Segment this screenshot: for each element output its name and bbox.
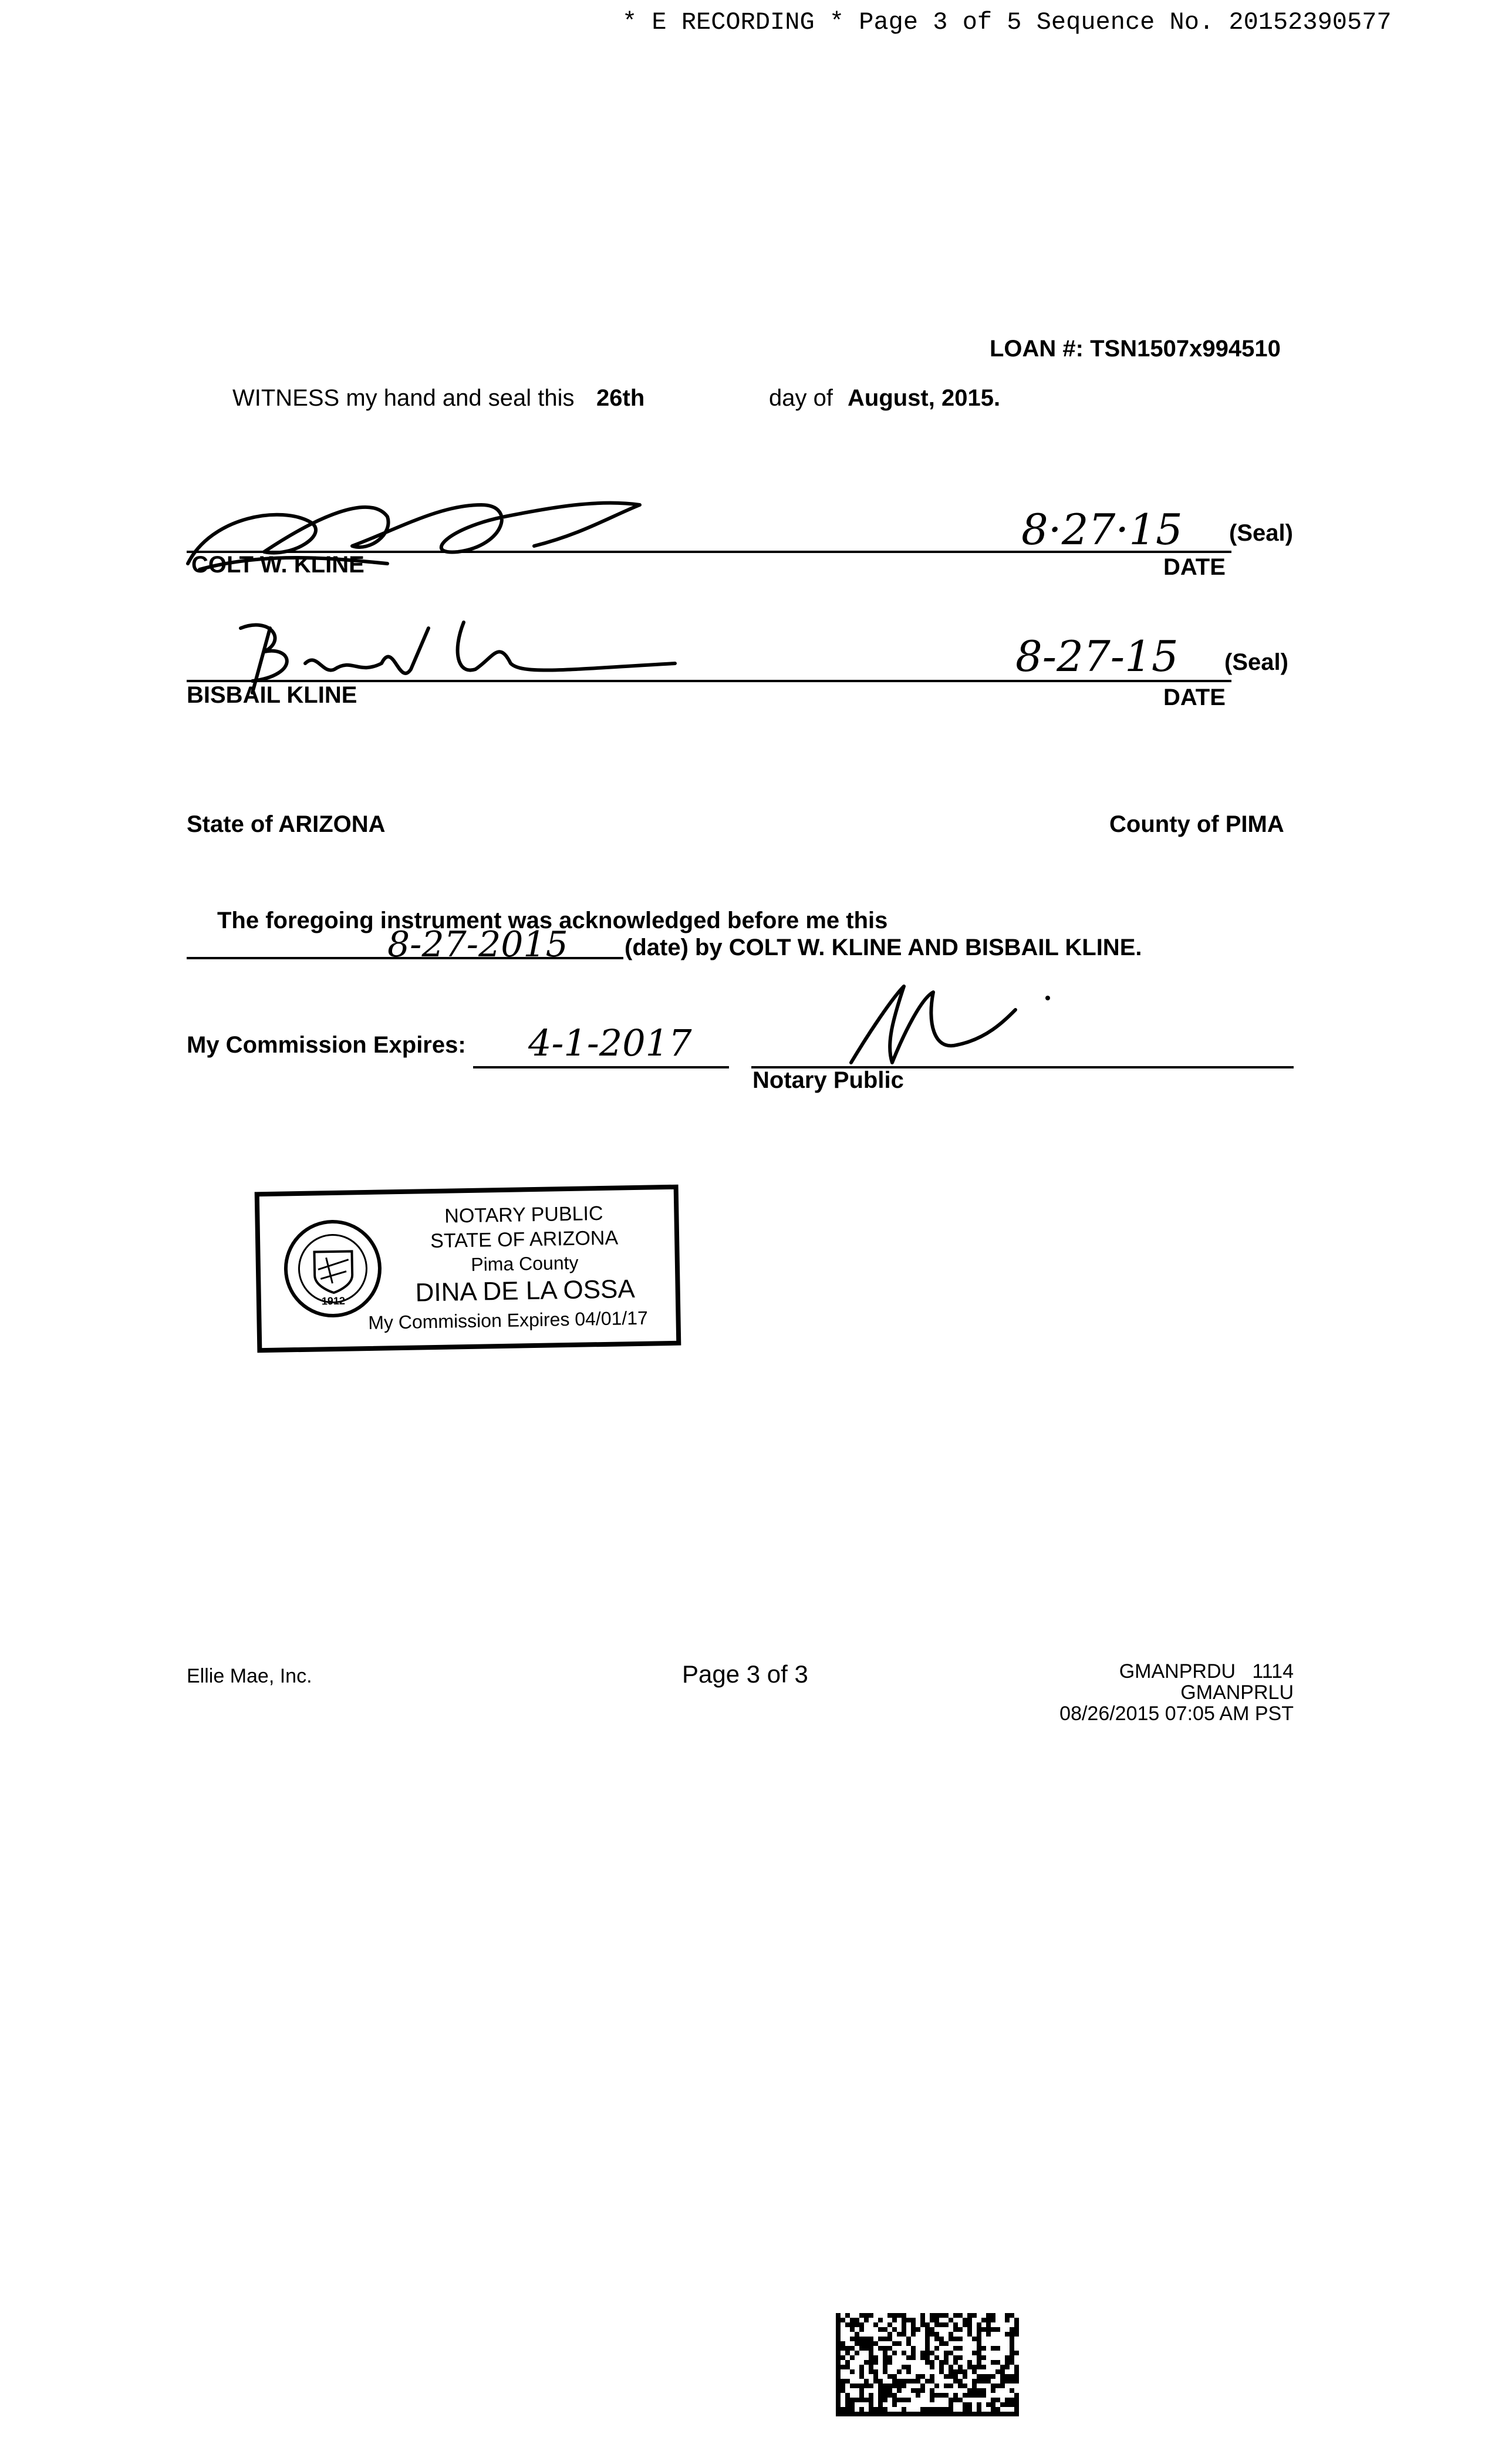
signer-1-signature: [176, 481, 669, 587]
stamp-notary-name: DINA DE LA OSSA: [415, 1275, 636, 1307]
acknowledgment-line-2: (date) by COLT W. KLINE AND BISBAIL KLINE.: [625, 935, 1142, 960]
footer-form-code-1: GMANPRDU 1114: [1119, 1660, 1294, 1683]
signer-1-seal: (Seal): [1229, 520, 1293, 546]
barcode: [836, 2313, 1019, 2416]
signer-2-signature: [217, 605, 698, 699]
stamp-line-1: NOTARY PUBLIC: [444, 1202, 603, 1228]
signer-1-date-label: DATE: [1163, 554, 1226, 580]
county-of: County of PIMA: [1109, 811, 1284, 837]
signer-2-handwritten-date: 8-27-15: [1015, 632, 1179, 681]
loan-number: TSN1507x994510: [1090, 336, 1281, 362]
signer-1-handwritten-date: 8·27·15: [1021, 505, 1183, 554]
stamp-line-3: Pima County: [470, 1252, 579, 1275]
notary-stamp: [255, 1185, 681, 1353]
footer-timestamp: 08/26/2015 07:05 AM PST: [1059, 1703, 1294, 1725]
signer-2-seal: (Seal): [1224, 649, 1288, 675]
commission-expires-label: My Commission Expires:: [187, 1032, 466, 1058]
stamp-expires: My Commission Expires 04/01/17: [367, 1307, 649, 1333]
stamp-line-2: STATE OF ARIZONA: [430, 1226, 619, 1253]
signer-1-name: COLT W. KLINE: [191, 552, 365, 578]
acknowledgment-handwritten-date: 8-27-2015: [387, 924, 568, 965]
footer-page-number: Page 3 of 3: [682, 1660, 808, 1688]
signer-2-date-label: DATE: [1163, 685, 1226, 710]
notary-seal: [284, 1219, 383, 1319]
commission-handwritten-date: 4-1-2017: [528, 1022, 692, 1064]
notary-public-label: Notary Public: [752, 1067, 904, 1093]
state-of: State of ARIZONA: [187, 811, 386, 837]
loan-number-row: [990, 336, 1281, 362]
notary-signature: [833, 975, 1068, 1074]
recording-header: * E RECORDING * Page 3 of 5 Sequence No. 20152390577: [622, 8, 1392, 36]
acknowledgment-line-1: The foregoing instrument was acknowledged before me this: [217, 908, 888, 933]
witness-text: WITNESS my hand and seal this: [232, 385, 575, 411]
witness-month-year: August, 2015.: [848, 385, 1001, 411]
witness-day: 26th: [596, 385, 645, 411]
witness-day-of: day of: [769, 385, 833, 411]
footer-company: Ellie Mae, Inc.: [187, 1665, 312, 1687]
notary-seal-year: 1912: [321, 1294, 346, 1307]
footer-form-code-2: GMANPRLU: [1180, 1681, 1294, 1704]
commission-expires-line: [473, 1066, 729, 1068]
signer-2-name: BISBAIL KLINE: [187, 682, 357, 708]
loan-label: LOAN #:: [990, 336, 1084, 362]
